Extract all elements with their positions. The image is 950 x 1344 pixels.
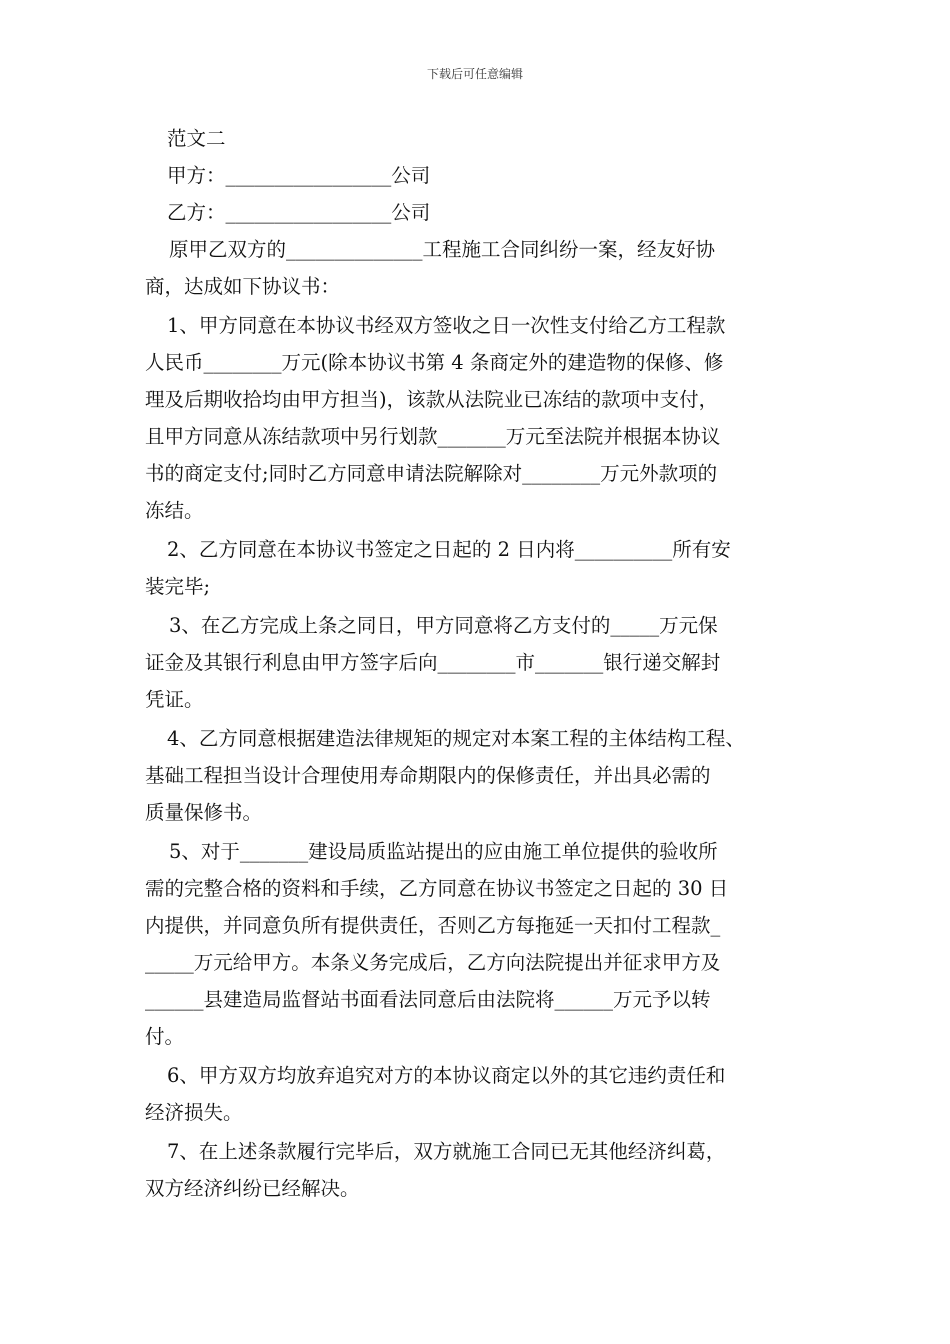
clause-3-line: 证金及其银行利息由甲方签字后向________市_______银行递交解封	[145, 651, 721, 674]
clause-1-line: 人民币________万元(除本协议书第 4 条商定外的建造物的保修、修	[145, 351, 724, 374]
clause-7-line: 双方经济纠纷已经解决。	[145, 1177, 360, 1200]
clause-1-line: 冻结。	[145, 499, 204, 522]
document-body	[145, 120, 810, 1207]
intro-line: 商，达成如下协议书：	[145, 275, 341, 298]
clause-6-line: 经济损失。	[145, 1101, 243, 1124]
document-title: 范文二	[167, 127, 226, 150]
clause-1-line: 1、甲方同意在本协议书经双方签收之日一次性支付给乙方工程款	[167, 314, 726, 337]
clause-3-line: 3、在乙方完成上条之同日，甲方同意将乙方支付的_____万元保	[169, 614, 718, 637]
clause-5-line: 内提供，并同意负所有提供责任，否则乙方每拖延一天扣付工程款_	[145, 914, 721, 937]
intro-line: 原甲乙双方的______________工程施工合同纠纷一案，经友好协	[169, 238, 716, 261]
clause-1-line: 书的商定支付;同时乙方同意申请法院解除对________万元外款项的	[145, 462, 718, 485]
clause-4-line: 4、乙方同意根据建造法律规矩的规定对本案工程的主体结构工程、	[167, 727, 745, 750]
clause-5-line: 付。	[145, 1025, 185, 1048]
clause-5-line: ______县建造局监督站书面看法同意后由法院将______万元予以转	[145, 988, 711, 1011]
party-b-line: 乙方：_________________公司	[167, 201, 431, 224]
clause-4-line: 质量保修书。	[145, 801, 263, 824]
clause-6-line: 6、甲方双方均放弃追究对方的本协议商定以外的其它违约责任和	[167, 1064, 726, 1087]
clause-2-line: 装完毕;	[145, 575, 211, 598]
clause-3-line: 凭证。	[145, 688, 204, 711]
clause-5-line: 需的完整合格的资料和手续，乙方同意在协议书签定之日起的 30 日	[145, 877, 729, 900]
clause-4-line: 基础工程担当设计合理使用寿命期限内的保修责任，并出具必需的	[145, 764, 711, 787]
clause-2-line: 2、乙方同意在本协议书签定之日起的 2 日内将__________所有安	[167, 538, 731, 561]
clause-1-line: 且甲方同意从冻结款项中另行划款_______万元至法院并根据本协议	[145, 425, 721, 448]
clause-1-line: 理及后期收拾均由甲方担当)，该款从法院业已冻结的款项中支付，	[145, 388, 719, 411]
clause-7-line: 7、在上述条款履行完毕后，双方就施工合同已无其他经济纠葛，	[167, 1140, 726, 1163]
party-a-line: 甲方：_________________公司	[167, 164, 431, 187]
header-note: 下载后可任意编辑	[426, 67, 523, 81]
clause-5-line: _____万元给甲方。本条义务完成后，乙方向法院提出并征求甲方及	[145, 951, 721, 974]
clause-5-line: 5、对于_______建设局质监站提出的应由施工单位提供的验收所	[169, 840, 718, 863]
